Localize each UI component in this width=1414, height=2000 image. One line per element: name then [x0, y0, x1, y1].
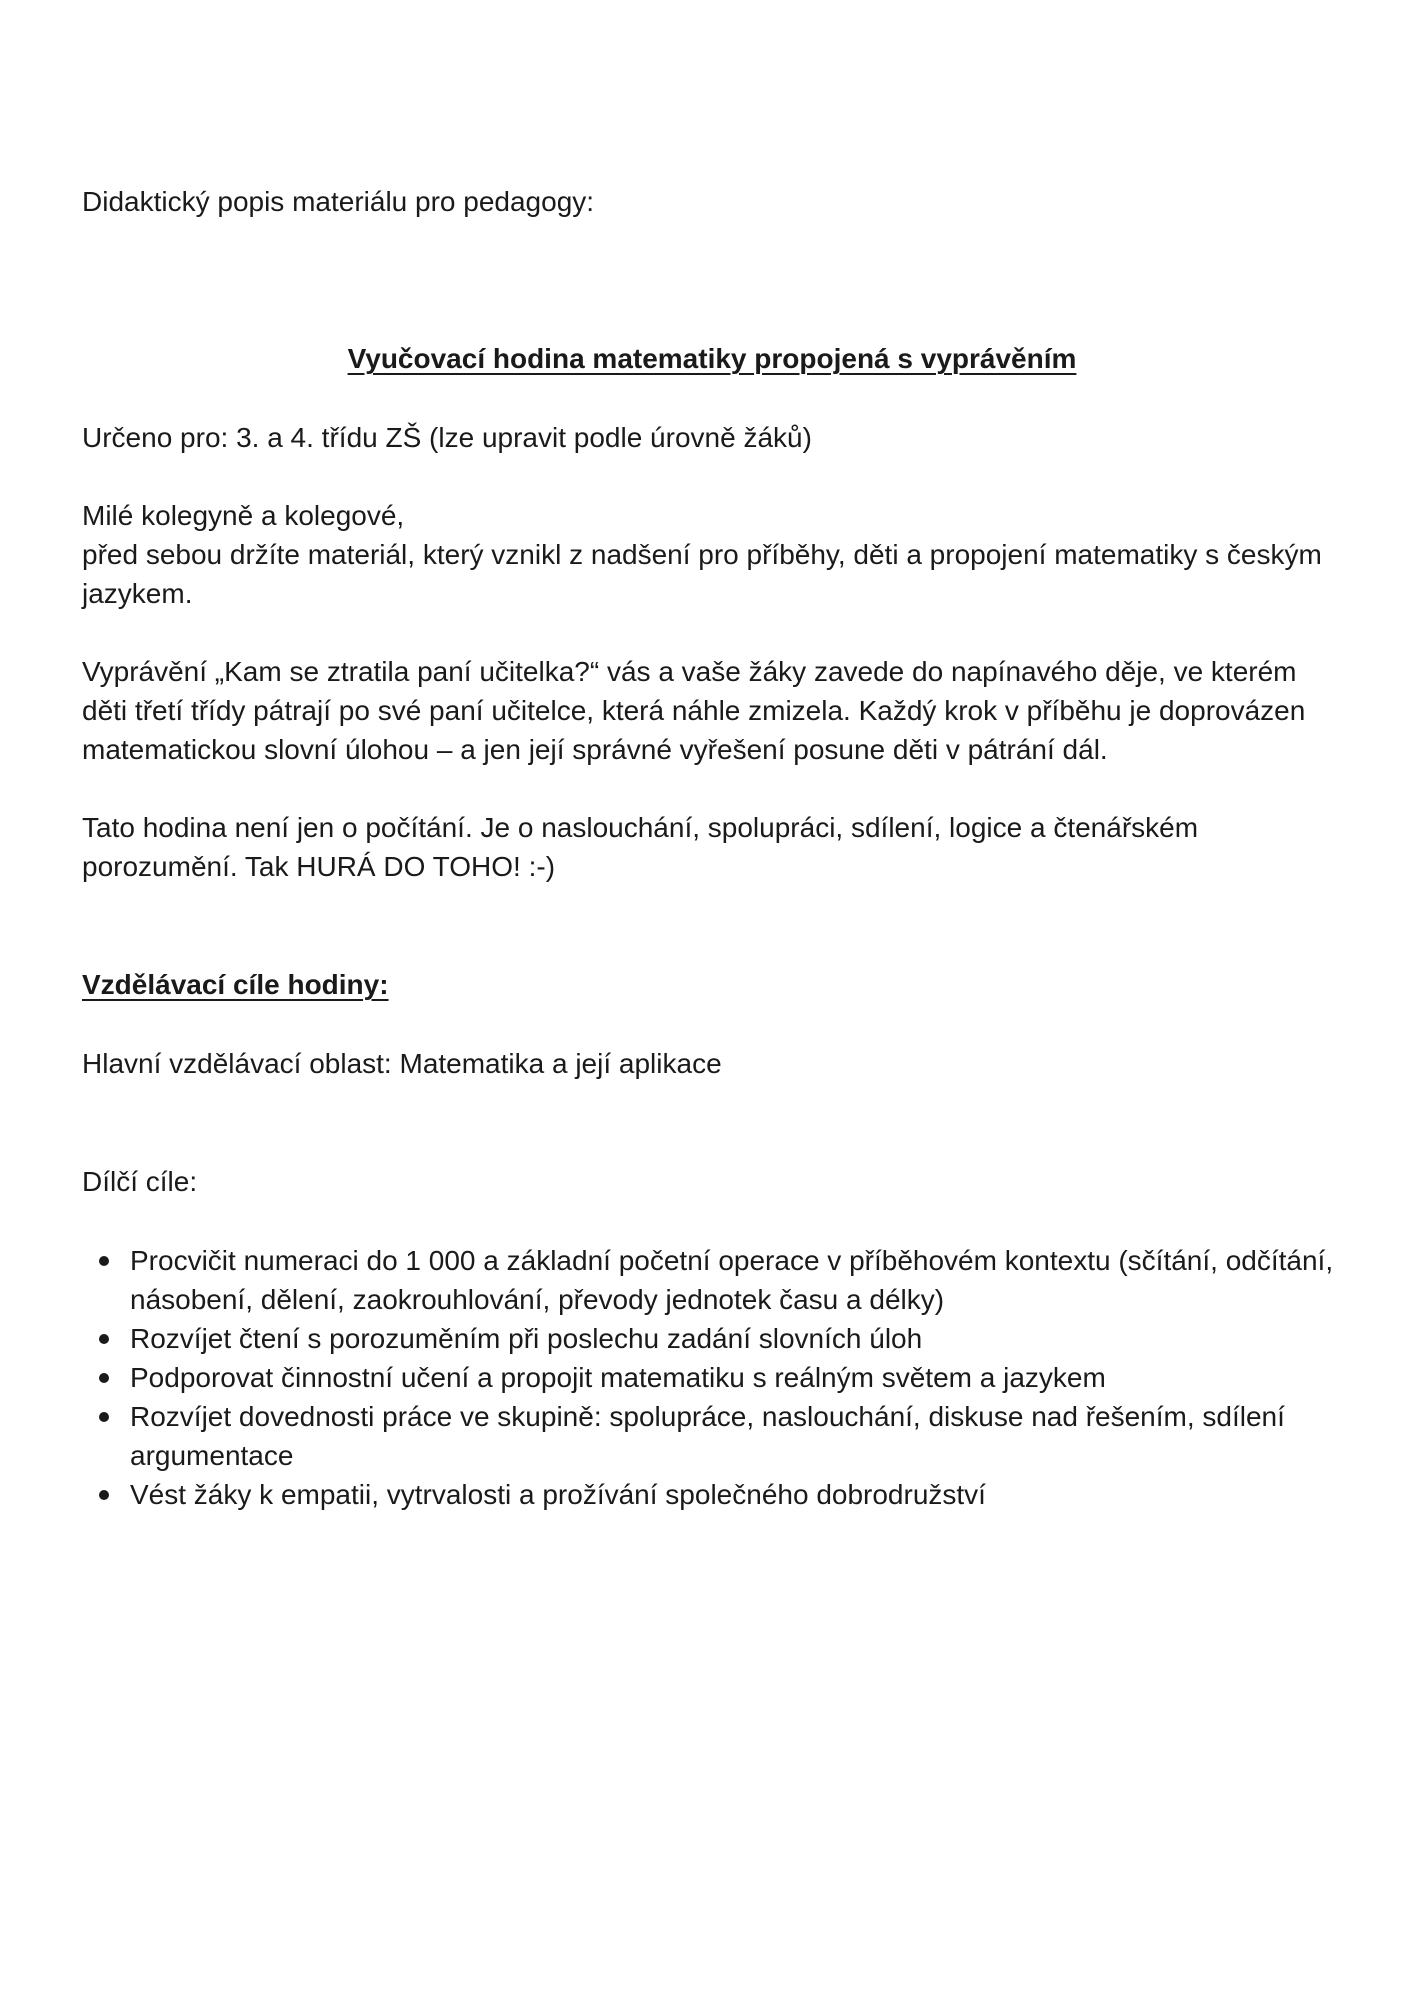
- list-item: [130, 1319, 1342, 1358]
- bullet-icon: [99, 1373, 109, 1383]
- list-item-text: Rozvíjet čtení s porozuměním při poslechu zadání slovních úloh: [130, 1323, 923, 1354]
- list-item-text: Vést žáky k empatii, vytrvalosti a prožívání společného dobrodružství: [130, 1479, 986, 1510]
- bullet-icon: [99, 1334, 109, 1344]
- grade-info: Určeno pro: 3. a 4. třídu ZŠ (lze upravit podle úrovně žáků): [82, 422, 812, 453]
- main-area: Hlavní vzdělávací oblast: Matematika a její aplikace: [82, 1048, 722, 1079]
- sub-goals-label: Dílčí cíle:: [82, 1166, 198, 1197]
- greeting-block: [82, 496, 1342, 613]
- bullet-icon: [99, 1490, 109, 1500]
- list-item: [130, 1397, 1342, 1475]
- closing-paragraph: Tato hodina není jen o počítání. Je o naslouchání, spolupráci, sdílení, logice a čtenářském porozumění. Tak HURÁ DO TOHO! :-): [82, 812, 1199, 882]
- goals-heading: Vzdělávací cíle hodiny:: [82, 969, 389, 1000]
- document-title: Vyučovací hodina matematiky propojená s vyprávěním: [347, 343, 1077, 374]
- bullet-icon: [99, 1256, 109, 1266]
- story-paragraph: Vyprávění „Kam se ztratila paní učitelka?“ vás a vaše žáky zavede do napínavého děje, ve kterém děti třetí třídy pátrají po své paní učitelce, která náhle zmizela. Každý krok v příběhu je doprovázen matematickou slovní úlohou – a jen její správné vyřešení posune děti v pátrání dál.: [82, 656, 1306, 765]
- greeting-line: Milé kolegyně a kolegové,: [82, 500, 405, 531]
- list-item: [130, 1241, 1342, 1319]
- list-item-text: Podporovat činnostní učení a propojit matematiku s reálným světem a jazykem: [130, 1362, 1106, 1393]
- sub-goals-list: [82, 1241, 1342, 1514]
- list-item: [130, 1358, 1342, 1397]
- list-item: [130, 1475, 1342, 1514]
- bullet-icon: [99, 1412, 109, 1422]
- document-content: [82, 182, 1342, 1514]
- list-item-text: Rozvíjet dovednosti práce ve skupině: spolupráce, naslouchání, diskuse nad řešením, sdílení argumentace: [130, 1401, 1285, 1471]
- greeting-body: před sebou držíte materiál, který vznikl z nadšení pro příběhy, děti a propojení matematiky s českým jazykem.: [82, 539, 1322, 609]
- intro-label: Didaktický popis materiálu pro pedagogy:: [82, 186, 595, 217]
- list-item-text: Procvičit numeraci do 1 000 a základní početní operace v příběhovém kontextu (sčítání, odčítání, násobení, dělení, zaokrouhlování, převody jednotek času a délky): [130, 1245, 1334, 1315]
